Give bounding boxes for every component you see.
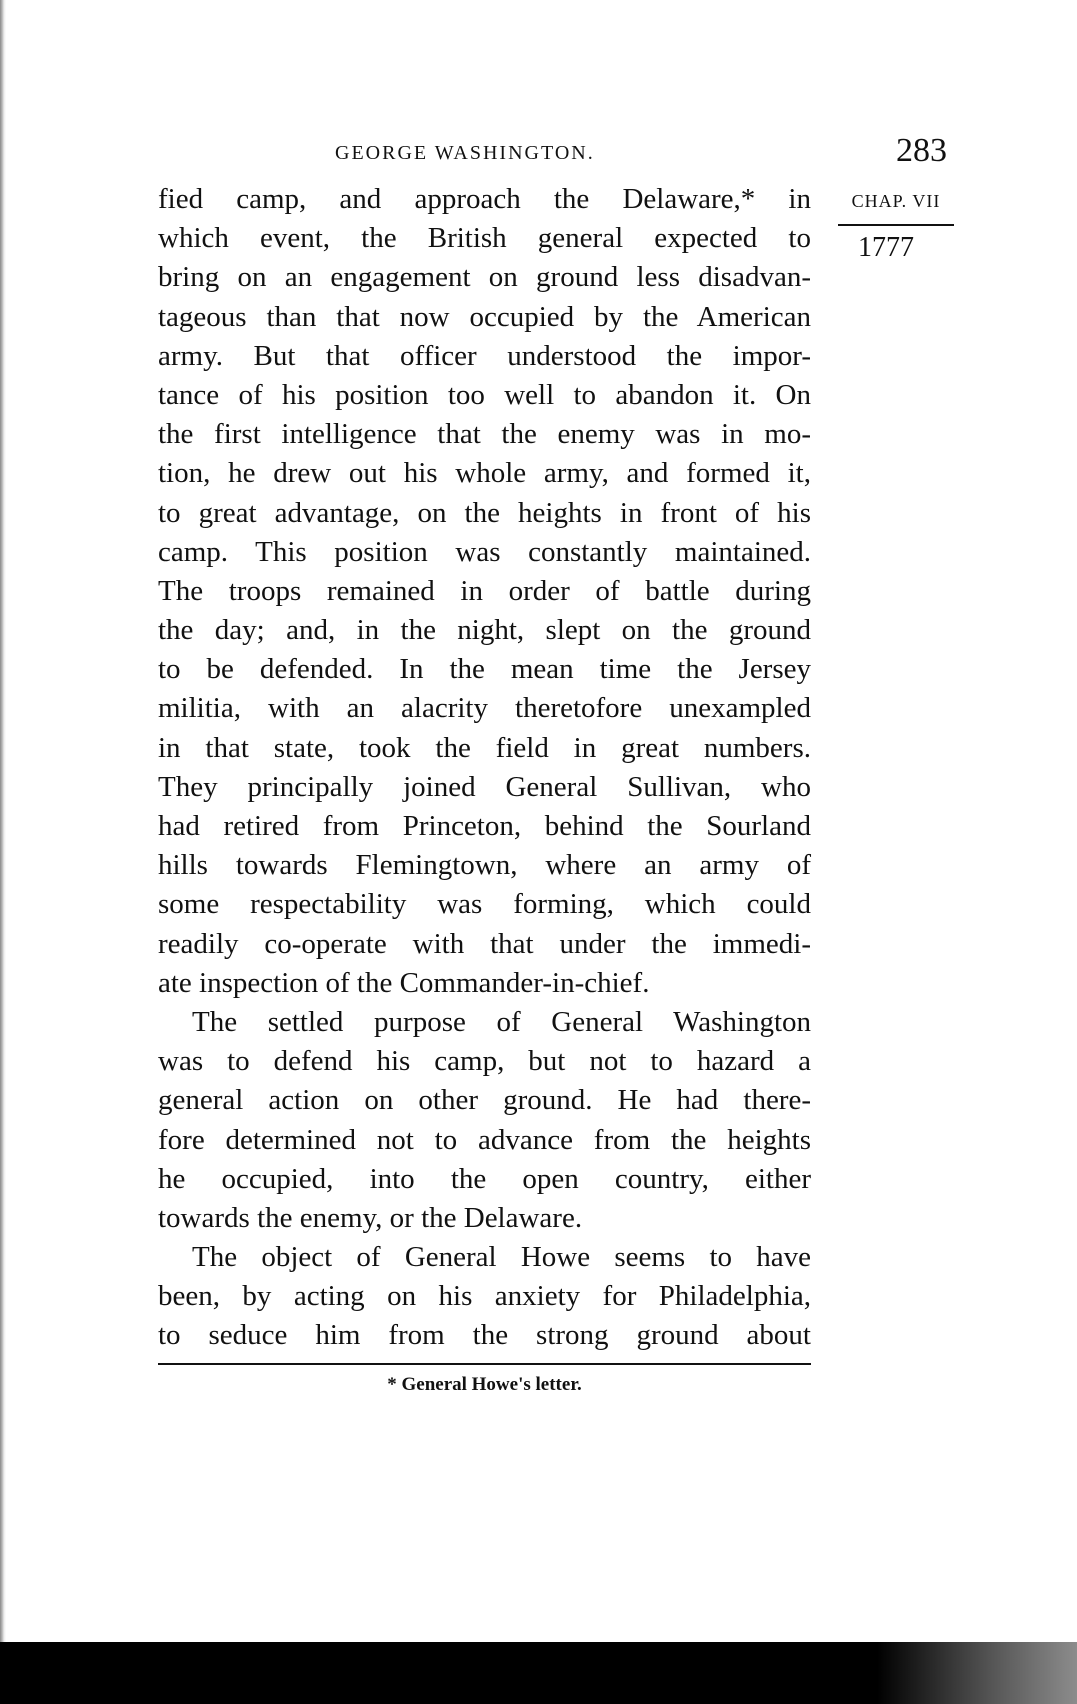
running-head: GEORGE WASHINGTON. bbox=[335, 142, 595, 164]
scan-bottom-edge-fade bbox=[877, 1630, 1077, 1704]
text-line: The object of General Howe seems to have bbox=[192, 1241, 811, 1274]
margin-rule bbox=[838, 224, 954, 226]
text-line: to be defended. In the mean time the Jersey bbox=[158, 653, 811, 686]
text-line: in that state, took the field in great numbers. bbox=[158, 731, 811, 764]
margin-year: 1777 bbox=[858, 232, 914, 263]
text-line: militia, with an alacrity theretofore unexampled bbox=[158, 692, 811, 725]
text-line: army. But that officer understood the impor- bbox=[158, 339, 811, 372]
text-line: tageous than that now occupied by the American bbox=[158, 300, 811, 333]
text-line: been, by acting on his anxiety for Philadelphia, bbox=[158, 1280, 811, 1313]
page-edge-shadow bbox=[0, 0, 6, 1704]
text-line: general action on other ground. He had there- bbox=[158, 1084, 811, 1117]
text-line: hills towards Flemingtown, where an army of bbox=[158, 849, 811, 882]
body-text bbox=[158, 180, 811, 1356]
text-line: The settled purpose of General Washington bbox=[192, 1005, 811, 1038]
text-line: bring on an engagement on ground less disadvan- bbox=[158, 261, 811, 294]
footnote: * General Howe's letter. bbox=[387, 1374, 582, 1395]
text-line: towards the enemy, or the Delaware. bbox=[158, 1201, 583, 1234]
text-line: had retired from Princeton, behind the Sourland bbox=[158, 810, 811, 842]
text-line: was to defend his camp, but not to hazard a bbox=[158, 1045, 811, 1078]
text-line: he occupied, into the open country, either bbox=[158, 1162, 811, 1195]
text-line: ate inspection of the Commander-in-chief. bbox=[158, 966, 650, 999]
text-line: They principally joined General Sullivan, who bbox=[158, 770, 811, 803]
text-line: fore determined not to advance from the heights bbox=[158, 1123, 811, 1156]
text-line: tance of his position too well to abandon it. On bbox=[158, 378, 811, 411]
text-line: tion, he drew out his whole army, and formed it, bbox=[158, 457, 811, 490]
text-line: The troops remained in order of battle during bbox=[158, 574, 811, 607]
text-line: the day; and, in the night, slept on the ground bbox=[158, 614, 811, 647]
text-line: camp. This position was constantly maintained. bbox=[158, 535, 811, 568]
page-number: 283 bbox=[896, 132, 947, 169]
text-line: fied camp, and approach the Delaware,* in bbox=[158, 183, 811, 215]
text-line: which event, the British general expected to bbox=[158, 222, 811, 255]
text-line: to great advantage, on the heights in front of his bbox=[158, 496, 811, 529]
margin-chapter-label: CHAP. VII bbox=[851, 191, 941, 211]
text-line: readily co-operate with that under the immedi- bbox=[158, 927, 811, 960]
text-line: to seduce him from the strong ground about bbox=[158, 1319, 811, 1352]
footnote-rule bbox=[158, 1363, 811, 1365]
text-line: some respectability was forming, which could bbox=[158, 888, 811, 921]
text-line: the first intelligence that the enemy was in mo- bbox=[158, 418, 811, 451]
